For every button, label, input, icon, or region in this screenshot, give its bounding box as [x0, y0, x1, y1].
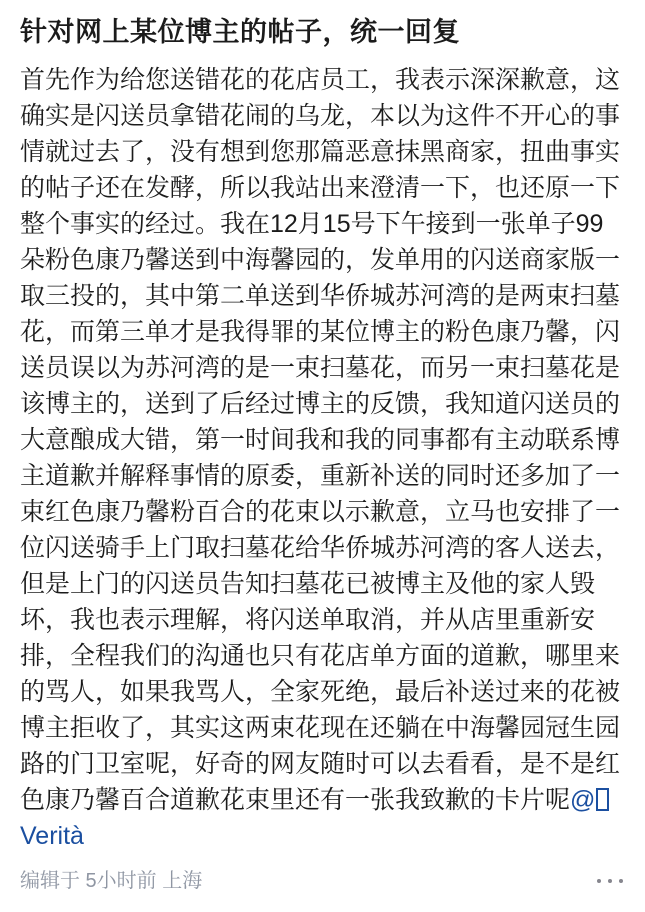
- missing-glyph-icon: [596, 788, 609, 811]
- ellipsis-icon: [608, 879, 612, 883]
- mention-name: Verità: [20, 822, 84, 850]
- ellipsis-icon: [597, 879, 601, 883]
- post-body: [20, 62, 625, 854]
- post-body-text: 首先作为给您送错花的花店员工，我表示深深歉意，这确实是闪送员拿错花闹的乌龙，本以为这件不开心的事情就过去了，没有想到您那篇恶意抹黑商家，扭曲事实的帖子还在发酵，所以我站出来澄清一下，也还原一下整个事实的经过。我在12月15号下午接到一张单子99朵粉色康乃馨送到中海馨园的，发单用的闪送商家版一取三投的，其中第二单送到华侨城苏河湾的是两束扫墓花，而第三单才是我得罪的某位博主的粉色康乃馨，闪送员误以为苏河湾的是一束扫墓花，而另一束扫墓花是该博主的，送到了后经过博主的反馈，我知道闪送员的大意酿成大错，第一时间我和我的同事都有主动联系博主道歉并解释事情的原委，重新补送的同时还多加了一束红色康乃馨粉百合的花束以示歉意，立马也安排了一位闪送骑手上门取扫墓花给华侨城苏河湾的客人送去，但是上门的闪送员告知扫墓花已被博主及他的家人毁坏，我也表示理解，将闪送单取消，并从店里重新安排，全程我们的沟通也只有花店单方面的道歉，哪里来的骂人，如果我骂人，全家死绝，最后补送过来的花被博主拒收了，其实这两束花现在还躺在中海馨园冠生园路的门卫室呢，好奇的网友随时可以去看看，是不是红色康乃馨百合道歉花束里还有一张我致歉的卡片呢: [20, 66, 621, 814]
- ellipsis-icon: [619, 879, 623, 883]
- post-footer: [20, 868, 625, 900]
- post-title: 针对网上某位博主的帖子，统一回复: [20, 17, 460, 47]
- more-options-button[interactable]: [595, 871, 625, 891]
- post-meta-edited: 编辑于 5小时前 上海: [20, 870, 203, 892]
- mention-at-symbol: @: [570, 786, 596, 814]
